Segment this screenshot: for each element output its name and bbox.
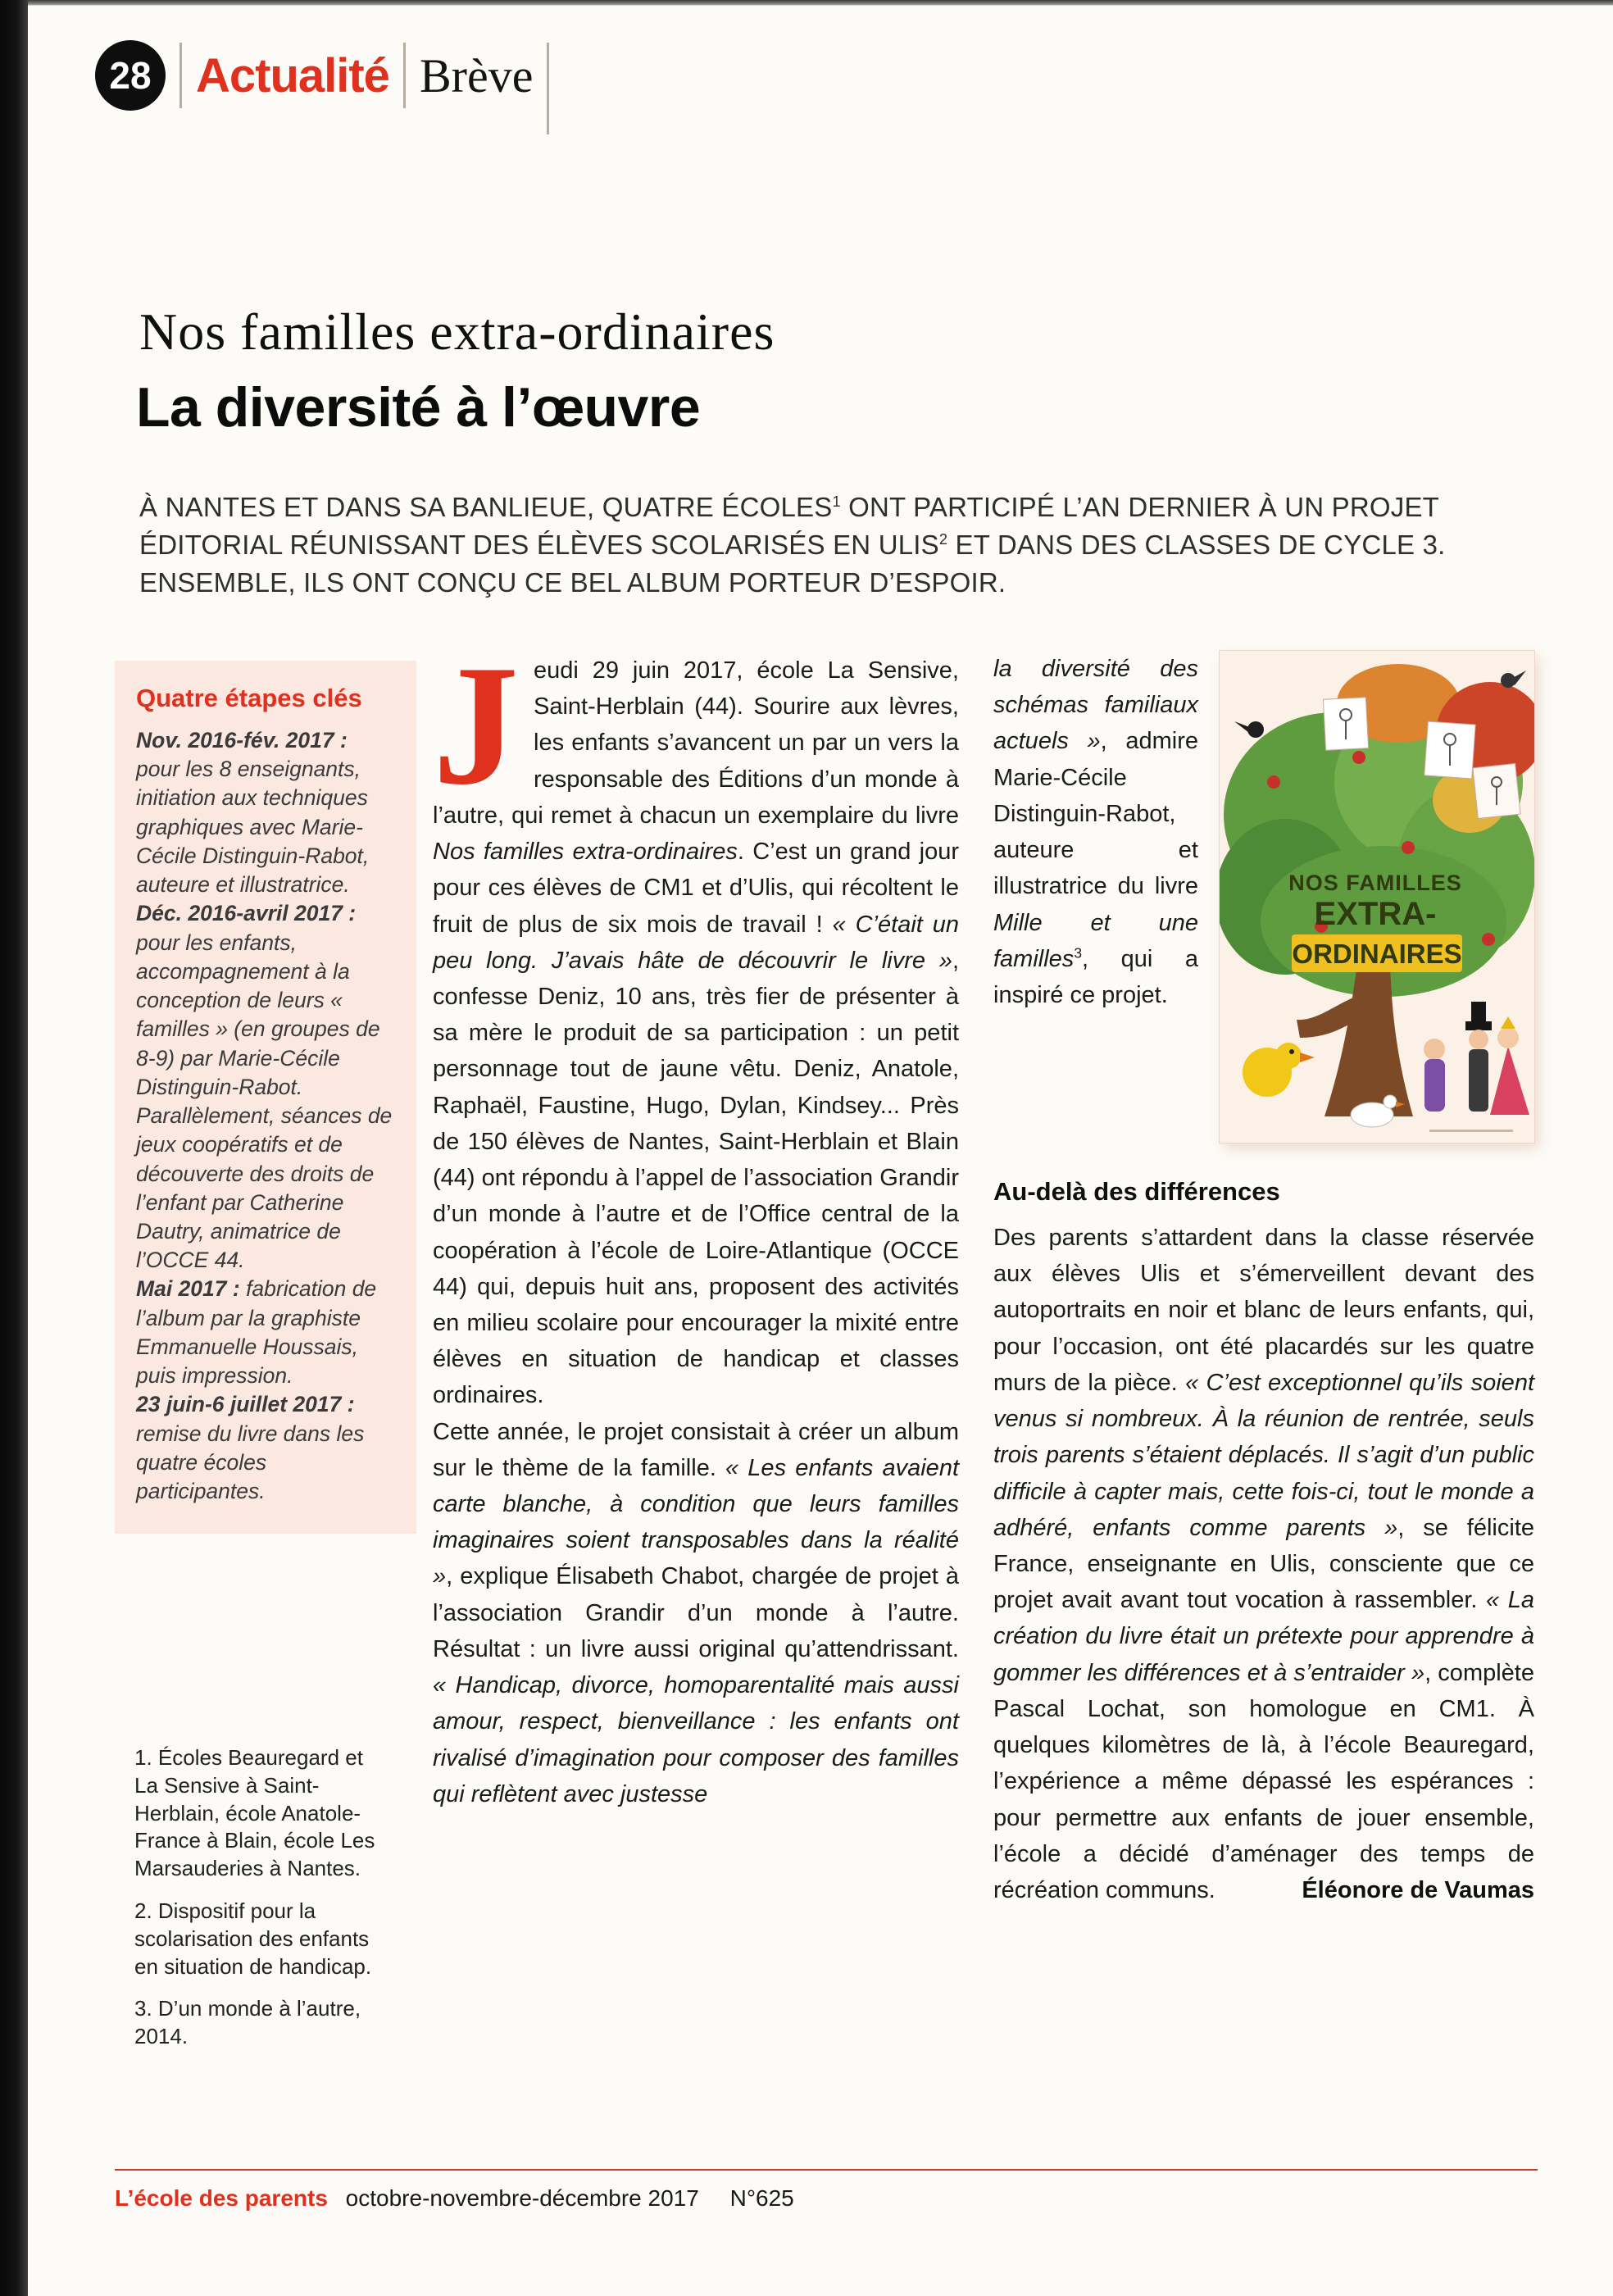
section-heading: Au-delà des différences <box>993 1177 1280 1206</box>
byline: Éléonore de Vaumas <box>1302 1876 1534 1903</box>
sidebar-box <box>115 661 416 1534</box>
article-title: La diversité à l’œuvre <box>136 376 701 439</box>
book-cover-illustration <box>1220 651 1534 1143</box>
sidebar-entry-text: fabrication de l’album par la graphiste Emmanuelle Houssais, puis impression. <box>136 1276 377 1389</box>
header-divider <box>403 43 406 108</box>
footnote-1: 1. Écoles Beauregard et La Sensive à Saint-Herblain, école Anatole-France à Blain, école Les Marsauderies à Nantes. <box>134 1745 375 1881</box>
paragraph-text: eudi 29 juin 2017, école La Sensive, Saint-Herblain (44). Sourire aux lèvres, les enfants s’avancent un par un vers la responsable des Éditions d’un monde à l’autre, qui remet à chacun un exemplaire du livre Nos familles extra-ordinaires. C’est un grand jour pour ces élèves de CM1 et d’Ulis, qui récoltent le fruit de plus de six mois de travail ! « C’était un peu long. J’avais hâte de découvrir le livre », confesse Deniz, 10 ans, très fier de présenter à sa mère le produit de sa participation : un petit personnage tout de jaune vêtu. Deniz, Anatole, Raphaël, Faustine, Hugo, Dylan, Kindsey... Près de 150 élèves de Nantes, Saint-Herblain et Blain (44) ont répondu à l’appel de l’association Grandir d’un monde à l’autre et de l’Office central de la coopération à l’école de Loire-Atlantique (OCCE 44) qui, depuis huit ans, proposent des activités en milieu scolaire pour encourager la mixité entre élèves en situation de handicap et classes ordinaires. <box>433 657 959 1409</box>
article-column-right <box>993 651 1534 1908</box>
footer-magazine-title: L’école des parents <box>115 2185 328 2211</box>
article-paragraph <box>993 1220 1534 1908</box>
footnote-3: 3. D’un monde à l’autre, 2014. <box>134 1996 361 2049</box>
scan-edge-top <box>0 0 1613 6</box>
sidebar-entry-date: Nov. 2016-fév. 2017 : <box>136 728 348 752</box>
header-divider <box>179 43 182 108</box>
article-column-left <box>433 630 960 1812</box>
section-label: Actualité <box>196 48 389 102</box>
paragraph-text: Des parents s’attardent dans la classe réservée aux élèves Ulis et s’émerveillent devant des autoportraits en noir et blanc de leurs enfants, qui, pour l’occasion, ont été placardés sur les quatre murs de la pièce. « C’est exceptionnel qu’ils soient venus si nombreux. À la réunion de rentrée, seuls trois parents s’étaient déplacés. Il s’agit d’un public difficile à capter mais, cette fois-ci, tout le monde a adhéré, enfants comme parents », se félicite France, enseignante en Ulis, consciente que ce projet avait avant tout vocation à rassembler. « La création du livre était un prétexte pour apprendre à gommer les différences et à s’entraider », complète Pascal Lochat, son homologue en CM1. À quelques kilomètres de là, à l’école Beauregard, l’expérience a même dépassé les espérances : pour permettre aux enfants de jouer ensemble, l’école a décidé d’aménager des temps de récréation communs. <box>993 1225 1535 1903</box>
sidebar-entry <box>136 726 395 899</box>
sidebar-entry-date: 23 juin-6 juillet 2017 : <box>136 1392 355 1417</box>
footer-rule <box>115 2169 1538 2171</box>
headline-kicker: Nos familles extra-ordinaires <box>139 302 775 361</box>
page-number-badge <box>95 40 166 111</box>
sidebar-entry-date: Mai 2017 : <box>136 1276 240 1302</box>
page-header <box>95 30 563 121</box>
page-number: 28 <box>109 54 152 97</box>
cover-title-block <box>1288 871 1462 972</box>
cover-title-line-1: NOS FAMILLES <box>1288 871 1462 895</box>
header-divider <box>547 43 549 134</box>
scan-edge-left <box>0 0 28 2296</box>
sidebar-entry <box>136 1390 395 1506</box>
page-footer <box>115 2185 794 2212</box>
column-top-section <box>993 651 1534 1143</box>
sidebar-entry-date: Déc. 2016-avril 2017 : <box>136 901 357 926</box>
footnotes <box>134 1744 387 2066</box>
standfirst: À NANTES ET DANS SA BANLIEUE, QUATRE ÉCOLES$^1$ ONT PARTICIPÉ L’AN DERNIER À UN PROJET ÉDITORIAL RÉUNISSANT DES ÉLÈVES SCOLARISÉS EN ULIS$^2$ ET DANS DES CLASSES DE CYCLE 3. ENSEMBLE, ILS ONT CONÇU CE BEL ALBUM PORTEUR D’ESPOIR. <box>139 492 1446 598</box>
sidebar-entry-text: pour les enfants, accompagnement à la conception de leurs « familles » (en groupes de 8-9) par Marie-Cécile Distinguin-Rabot. Parallèlement, séances de jeux coopératifs et de découverte des droits de l’enfant par Catherine Dautry, animatrice de l’OCCE 44. <box>136 930 393 1273</box>
sidebar-entry-text: pour les 8 enseignants, initiation aux techniques graphiques avec Marie-Cécile Distinguin-Rabot, auteure et illustratrice. <box>136 757 370 898</box>
sidebar-entry-text: remise du livre dans les quatre écoles participantes. <box>136 1421 365 1504</box>
footer-issue-date: octobre-novembre-décembre 2017 <box>345 2185 699 2211</box>
article-paragraph: la diversité des schémas familiaux actuels », admire Marie-Cécile Distinguin-Rabot, auteure et illustratrice du livre Mille et une familles$^3$, qui a inspiré ce projet. <box>993 656 1198 1008</box>
subsection-label: Brève <box>419 48 534 102</box>
cover-title-line-3: ORDINAIRES <box>1292 939 1462 969</box>
footer-issue-number: N°625 <box>729 2185 794 2211</box>
sidebar-entry <box>136 1275 395 1390</box>
drop-cap: J <box>433 630 519 821</box>
article-paragraph: Cette année, le projet consistait à créer un album sur le thème de la famille. « Les enfants avaient carte blanche, à condition que leurs familles imaginaires soient transposables dans la réalité », explique Élisabeth Chabot, chargée de projet à l’association Grandir d’un monde à l’autre. Résultat : un livre aussi original qu’attendrissant. « Handicap, divorce, homoparentalité mais aussi amour, respect, bienveillance : les enfants ont rivalisé d’imagination pour composer des familles qui reflètent avec justesse <box>433 1418 960 1807</box>
cover-title-line-2: EXTRA- <box>1314 896 1437 932</box>
article-paragraph <box>433 630 959 1414</box>
sidebar-title: Quatre étapes clés <box>136 684 362 712</box>
cover-fine-print-line <box>1429 1130 1513 1132</box>
sidebar-entry <box>136 899 395 1275</box>
book-cover-image <box>1220 651 1534 1143</box>
footnote-2: 2. Dispositif pour la scolarisation des enfants en situation de handicap. <box>134 1898 372 1979</box>
